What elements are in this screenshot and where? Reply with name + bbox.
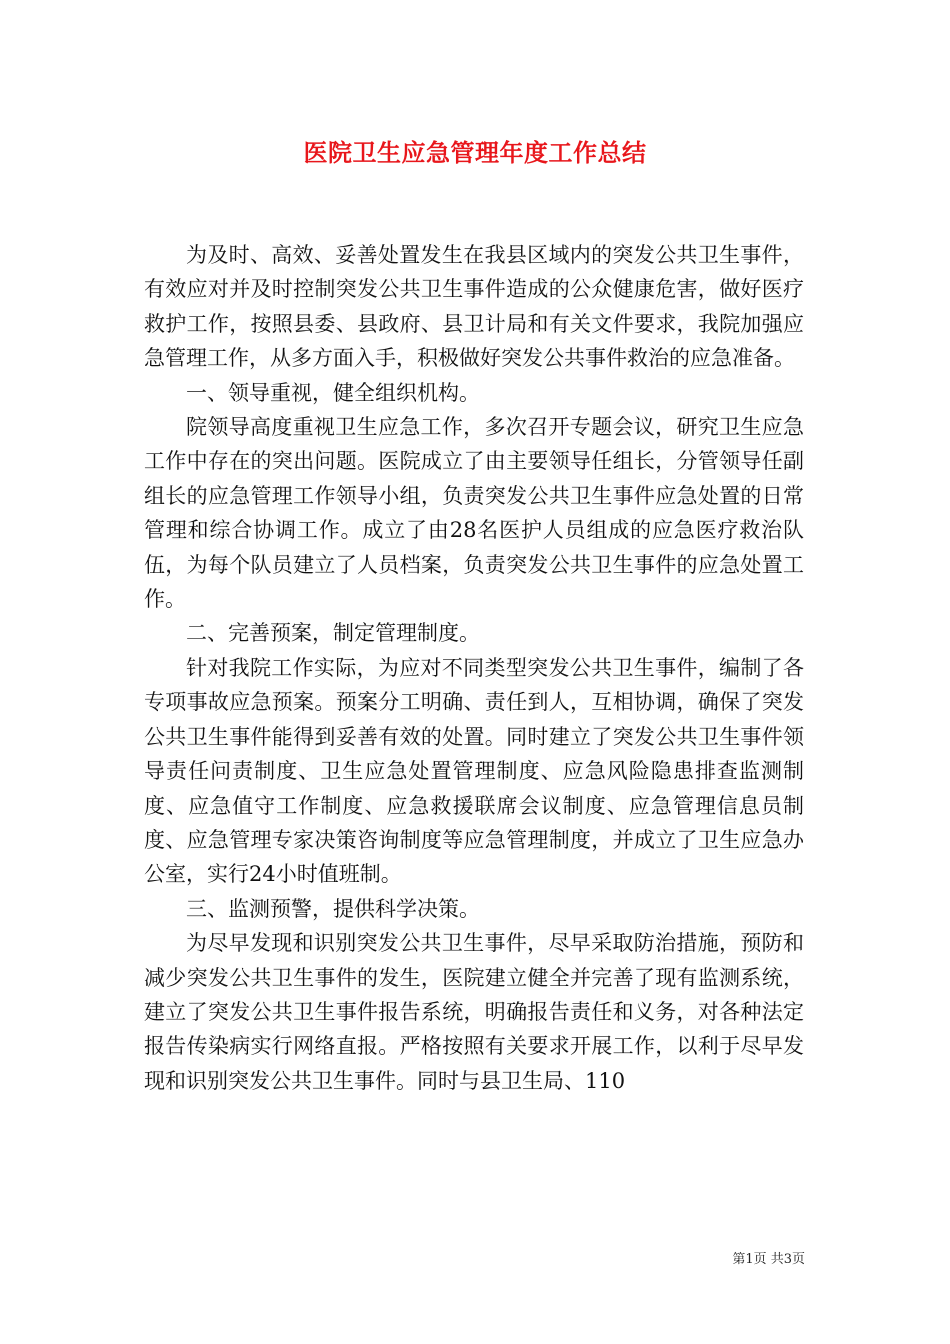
section-3-paragraph: 为尽早发现和识别突发公共卫生事件，尽早采取防治措施，预防和减少突发公共卫生事件的发生，医院建立健全并完善了现有监测系统，建立了突发公共卫生事件报告系统，明确报告责任和义务，对各种法定报告传染病实行网络直报。严格按照有关要求开展工作，以利于尽早发现和识别突发公共卫生事件。同时与县卫生局、110	[144, 931, 804, 1093]
section-heading-3: 三、监测预警，提供科学决策。	[186, 896, 480, 921]
section-heading-1: 一、领导重视，健全组织机构。	[186, 380, 480, 405]
intro-paragraph: 为及时、高效、妥善处置发生在我县区域内的突发公共卫生事件，有效应对并及时控制突发公共卫生事件造成的公众健康危害，做好医疗救护工作，按照县委、县政府、县卫计局和有关文件要求，我院加强应急管理工作，从多方面入手，积极做好突发公共事件救治的应急准备。	[144, 243, 804, 371]
document-body	[144, 238, 804, 1098]
section-1-paragraph: 院领导高度重视卫生应急工作，多次召开专题会议，研究卫生应急工作中存在的突出问题。医院成立了由主要领导任组长，分管领导任副组长的应急管理工作领导小组，负责突发公共卫生事件应急处置的日常管理和综合协调工作。成立了由28名医护人员组成的应急医疗救治队伍，为每个队员建立了人员档案，负责突发公共卫生事件的应急处置工作。	[144, 415, 804, 612]
document-title: 医院卫生应急管理年度工作总结	[303, 138, 647, 167]
section-heading-2: 二、完善预案，制定管理制度。	[186, 621, 480, 646]
page-number-footer: 第1页 共3页	[732, 1252, 805, 1267]
section-2-paragraph: 针对我院工作实际，为应对不同类型突发公共卫生事件，编制了各专项事故应急预案。预案分工明确、责任到人，互相协调，确保了突发公共卫生事件能得到妥善有效的处置。同时建立了突发公共卫生事件领导责任问责制度、卫生应急处置管理制度、应急风险隐患排查监测制度、应急值守工作制度、应急救援联席会议制度、应急管理信息员制度、应急管理专家决策咨询制度等应急管理制度，并成立了卫生应急办公室，实行24小时值班制。	[144, 655, 804, 887]
